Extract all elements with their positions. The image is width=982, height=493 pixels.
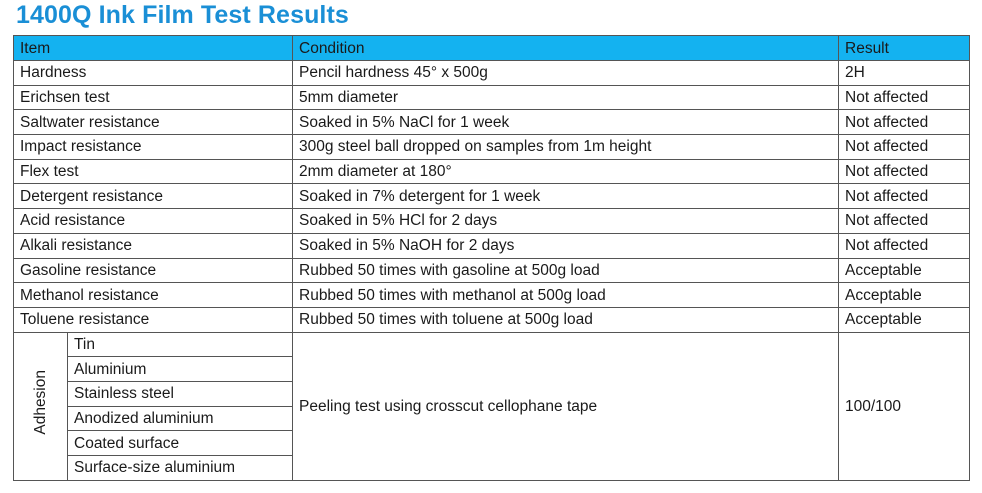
adhesion-substrate-cell: Anodized aluminium: [68, 406, 293, 431]
table-row: [14, 258, 970, 283]
result-cell: Not affected: [839, 209, 970, 234]
table-row: [14, 135, 970, 160]
condition-cell: Soaked in 5% NaCl for 1 week: [293, 110, 839, 135]
result-cell: Not affected: [839, 233, 970, 258]
result-cell: Not affected: [839, 85, 970, 110]
item-cell: Acid resistance: [14, 209, 293, 234]
condition-cell: Pencil hardness 45° x 500g: [293, 61, 839, 86]
header-item: Item: [14, 36, 293, 61]
table-row: [14, 61, 970, 86]
condition-cell: Soaked in 7% detergent for 1 week: [293, 184, 839, 209]
adhesion-label: Adhesion: [31, 370, 49, 435]
item-cell: Alkali resistance: [14, 233, 293, 258]
condition-cell: Soaked in 5% NaOH for 2 days: [293, 233, 839, 258]
table-row: [14, 307, 970, 332]
table-row: [14, 85, 970, 110]
result-cell: Acceptable: [839, 307, 970, 332]
table-body: [14, 61, 970, 481]
item-cell: Saltwater resistance: [14, 110, 293, 135]
adhesion-condition-cell: Peeling test using crosscut cellophane tape: [293, 332, 839, 480]
table-header-row: [14, 36, 970, 61]
condition-cell: Rubbed 50 times with methanol at 500g load: [293, 283, 839, 308]
test-results-table: [13, 35, 970, 481]
table-row: [14, 283, 970, 308]
adhesion-result-cell: 100/100: [839, 332, 970, 480]
table-row: [14, 184, 970, 209]
condition-cell: Rubbed 50 times with gasoline at 500g load: [293, 258, 839, 283]
table-row: [14, 233, 970, 258]
page-title: 1400Q Ink Film Test Results: [16, 1, 349, 29]
adhesion-group-label: [14, 332, 68, 480]
item-cell: Methanol resistance: [14, 283, 293, 308]
result-cell: Not affected: [839, 135, 970, 160]
item-cell: Flex test: [14, 159, 293, 184]
result-cell: 2H: [839, 61, 970, 86]
condition-cell: 5mm diameter: [293, 85, 839, 110]
condition-cell: 300g steel ball dropped on samples from 1m height: [293, 135, 839, 160]
item-cell: Hardness: [14, 61, 293, 86]
item-cell: Impact resistance: [14, 135, 293, 160]
header-result: Result: [839, 36, 970, 61]
result-cell: Acceptable: [839, 283, 970, 308]
result-cell: Not affected: [839, 184, 970, 209]
item-cell: Detergent resistance: [14, 184, 293, 209]
condition-cell: Rubbed 50 times with toluene at 500g load: [293, 307, 839, 332]
condition-cell: Soaked in 5% HCl for 2 days: [293, 209, 839, 234]
adhesion-substrate-cell: Tin: [68, 332, 293, 357]
adhesion-substrate-cell: Aluminium: [68, 357, 293, 382]
item-cell: Gasoline resistance: [14, 258, 293, 283]
header-condition: Condition: [293, 36, 839, 61]
item-cell: Erichsen test: [14, 85, 293, 110]
table-row: [14, 209, 970, 234]
adhesion-substrate-cell: Stainless steel: [68, 381, 293, 406]
adhesion-substrate-cell: Coated surface: [68, 431, 293, 456]
result-cell: Not affected: [839, 159, 970, 184]
adhesion-substrate-cell: Surface-size aluminium: [68, 456, 293, 481]
condition-cell: 2mm diameter at 180°: [293, 159, 839, 184]
result-cell: Acceptable: [839, 258, 970, 283]
result-cell: Not affected: [839, 110, 970, 135]
table-row: [14, 110, 970, 135]
item-cell: Toluene resistance: [14, 307, 293, 332]
table-row: [14, 159, 970, 184]
adhesion-row: [14, 332, 970, 357]
